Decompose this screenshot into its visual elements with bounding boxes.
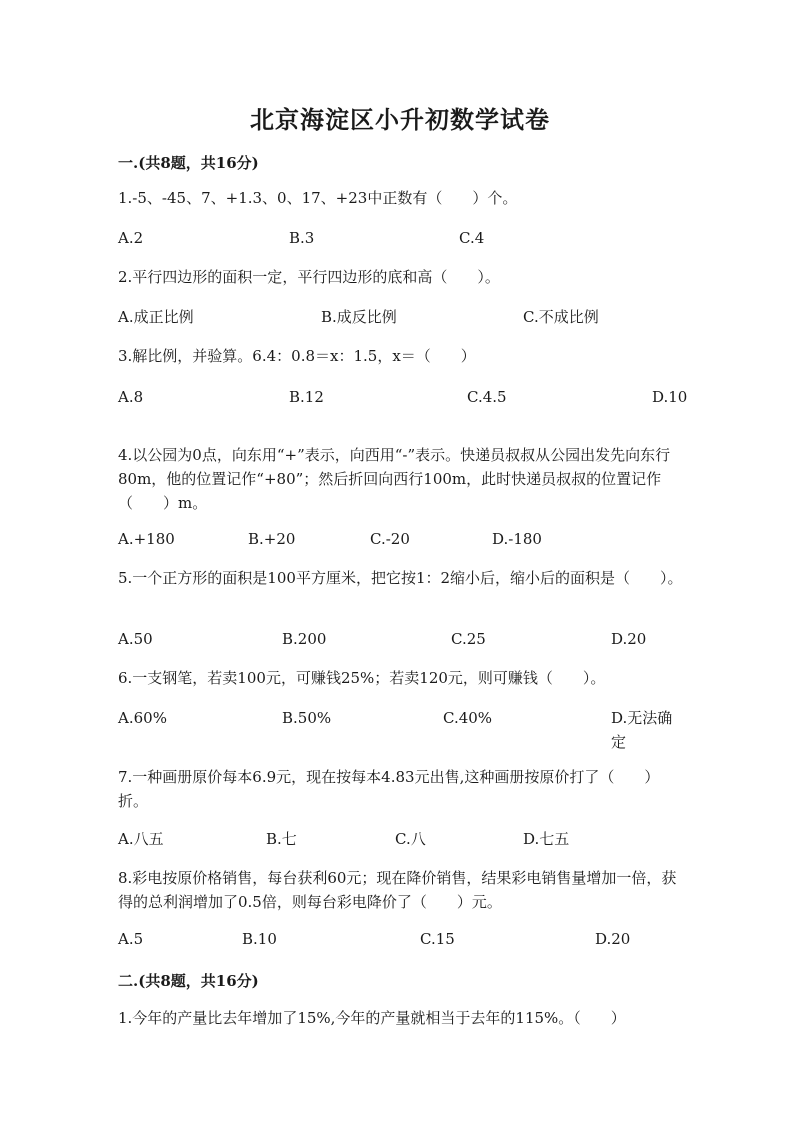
- q7-option-b: B.七: [266, 830, 297, 848]
- q3-option-c: C.4.5: [467, 388, 507, 406]
- page-title: 北京海淀区小升初数学试卷: [250, 105, 550, 134]
- question-1: 1.-5、-45、7、+1.3、0、17、+23中正数有（ ）个。: [118, 189, 518, 207]
- q2-option-b: B.成反比例: [321, 308, 397, 326]
- q8-option-d: D.20: [595, 930, 631, 948]
- q4-option-c: C.-20: [370, 530, 410, 548]
- q8-option-b: B.10: [242, 930, 277, 948]
- question-8: 8.彩电按原价格销售，每台获利60元；现在降价销售，结果彩电销售量增加一倍，获得的总利润增加了0.5倍，则每台彩电降价了（ ）元。: [118, 869, 677, 911]
- q3-option-d: D.10: [652, 388, 688, 406]
- q3-option-a: A.8: [118, 388, 144, 406]
- q3-option-b: B.12: [289, 388, 324, 406]
- q4-option-a: A.+180: [118, 530, 175, 548]
- q7-option-a: A.八五: [118, 830, 164, 848]
- question-4: 4.以公园为0点，向东用“+”表示，向西用“-”表示。快递员叔叔从公园出发先向东行80m，他的位置记作“+80”；然后折回向西行100m，此时快递员叔叔的位置记作（ ）m。: [118, 446, 671, 512]
- question-6: 6.一支钢笔，若卖100元，可赚钱25%；若卖120元，则可赚钱（ ）。: [118, 669, 606, 687]
- q7-option-d: D.七五: [523, 830, 570, 848]
- question-2: 2.平行四边形的面积一定，平行四边形的底和高（ ）。: [118, 268, 500, 286]
- q1-option-c: C.4: [459, 229, 485, 247]
- question-5: 5.一个正方形的面积是100平方厘米，把它按1：2缩小后，缩小后的面积是（ ）。: [118, 569, 683, 587]
- q2-option-c: C.不成比例: [523, 308, 599, 326]
- q7-option-c: C.八: [395, 830, 426, 848]
- q6-option-d: D.无法确定: [611, 709, 673, 751]
- q5-option-b: B.200: [282, 630, 327, 648]
- question-3: 3.解比例，并验算。6.4：0.8＝x：1.5，x＝（ ）: [118, 347, 476, 365]
- q1-option-a: A.2: [118, 229, 144, 247]
- q5-option-d: D.20: [611, 630, 647, 648]
- q6-option-b: B.50%: [282, 709, 332, 727]
- section-2-heading: 二.(共8题，共16分): [118, 972, 259, 990]
- q8-option-a: A.5: [118, 930, 144, 948]
- q4-option-b: B.+20: [248, 530, 296, 548]
- q6-option-c: C.40%: [443, 709, 493, 727]
- question-7: 7.一种画册原价每本6.9元，现在按每本4.83元出售,这种画册按原价打了（ ）折。: [118, 768, 660, 810]
- q6-option-a: A.60%: [118, 709, 167, 727]
- section-2-question-1: 1.今年的产量比去年增加了15%,今年的产量就相当于去年的115%。（ ）: [118, 1009, 626, 1027]
- section-1-heading: 一.(共8题，共16分): [118, 154, 259, 172]
- q2-option-a: A.成正比例: [118, 308, 194, 326]
- q5-option-c: C.25: [451, 630, 486, 648]
- q5-option-a: A.50: [118, 630, 153, 648]
- q8-option-c: C.15: [420, 930, 455, 948]
- q4-option-d: D.-180: [492, 530, 542, 548]
- q1-option-b: B.3: [289, 229, 315, 247]
